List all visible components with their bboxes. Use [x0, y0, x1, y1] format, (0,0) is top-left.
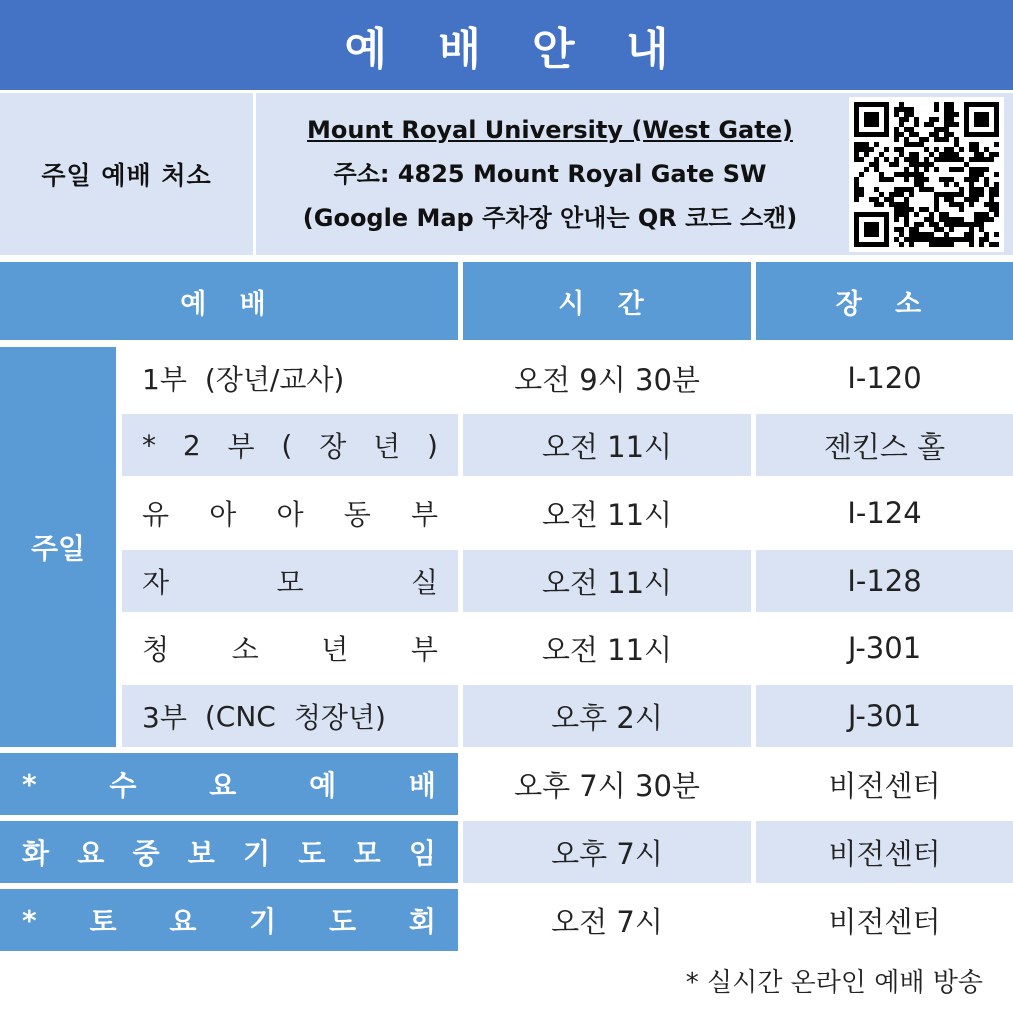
row-label-token: 장 [319, 430, 347, 463]
sunday-row-name [122, 347, 458, 409]
row-label-token: 회 [408, 905, 436, 938]
weekday-row-name [0, 889, 458, 951]
row-label-token: 토 [89, 905, 117, 938]
row-label-token: 요 [77, 837, 105, 870]
row-label-token: 기 [249, 905, 277, 938]
weekday-row-time: 오전 7시 [551, 904, 663, 939]
row-label-token: 청 [142, 633, 170, 666]
sunday-row-time: 오후 2시 [463, 685, 751, 747]
sunday-row-name [122, 617, 458, 679]
row-label-token: (장년/교사) [204, 363, 345, 396]
sunday-row-time: 오전 11시 [463, 414, 751, 476]
row-label-token: 도 [298, 837, 326, 870]
title-bar [0, 0, 1013, 90]
row-label-token: 아 [276, 498, 304, 531]
sunday-row-name [122, 685, 458, 747]
row-label-token: 배 [408, 769, 436, 802]
row-label-token: * [22, 903, 37, 937]
row-label-token: 청장년) [293, 701, 386, 734]
sunday-row-place: J-301 [756, 685, 1013, 747]
row-label-token: 1부 [142, 363, 187, 396]
sunday-row-time: 오전 11시 [541, 497, 673, 532]
row-label-token: ) [427, 428, 438, 462]
row-label-token: 수 [109, 769, 137, 802]
row-label-token: 부 [410, 633, 438, 666]
row-label-token: * [22, 767, 37, 801]
row-label-token: 도 [329, 905, 357, 938]
address-line-university: Mount Royal University (West Gate) [307, 116, 793, 144]
sunday-row-name [122, 414, 458, 476]
sunday-row-time: 오전 9시 30분 [514, 362, 700, 397]
header-time-label: 시 간 [558, 288, 656, 320]
qr-code-graphic [849, 97, 1004, 252]
row-label-token: 년 [373, 430, 401, 463]
sunday-row-place: I-120 [847, 361, 922, 395]
header-worship [0, 262, 458, 340]
row-label-token: 부 [410, 498, 438, 531]
row-label-token: 아 [209, 498, 237, 531]
qr-code-icon[interactable] [849, 97, 1004, 252]
sunday-row-place: I-128 [756, 550, 1013, 612]
address-line-street: 주소: 4825 Mount Royal Gate SW [333, 160, 767, 188]
page-title: 예 배 안 내 [344, 24, 687, 75]
row-label-token: 실 [410, 566, 438, 599]
weekday-row-name [0, 821, 458, 883]
row-label-token: 부 [227, 430, 255, 463]
header-worship-label: 예 배 [180, 288, 278, 320]
row-label-token: 년 [321, 633, 349, 666]
header-place-label: 장 소 [835, 288, 934, 320]
header-place [756, 262, 1013, 340]
sunday-row-place: I-124 [847, 496, 922, 530]
weekday-row-place: 비전센터 [828, 768, 941, 803]
sunday-row-name [122, 550, 458, 612]
row-label-token: 소 [231, 633, 259, 666]
row-label-token: 중 [132, 837, 160, 870]
info-address-cell [256, 93, 844, 255]
row-label-token: 요 [169, 905, 197, 938]
sunday-group-cell [0, 347, 116, 747]
row-label-token: 동 [343, 498, 371, 531]
sunday-row-name [122, 482, 458, 544]
weekday-row-place: 비전센터 [756, 821, 1013, 883]
weekday-row-time: 오후 7시 [463, 821, 751, 883]
info-label-cell [0, 93, 253, 255]
address-line-qr-note: (Google Map 주차장 안내는 QR 코드 스캔) [302, 204, 798, 232]
row-label-token: 유 [142, 498, 170, 531]
row-label-token: 기 [243, 837, 271, 870]
weekday-row-time: 오후 7시 30분 [514, 768, 700, 803]
row-label-token: 모 [276, 566, 304, 599]
sunday-group-label: 주일 [30, 532, 86, 565]
sunday-row-place: 젠킨스 홀 [756, 414, 1013, 476]
row-label-token: ( [281, 428, 293, 462]
weekday-row-name [0, 753, 458, 815]
row-label-token: 요 [209, 769, 237, 802]
info-label: 주일 예배 처소 [41, 161, 212, 190]
weekday-row-place: 비전센터 [828, 904, 941, 939]
row-label-token: * [142, 428, 156, 462]
row-label-token: 모 [353, 837, 381, 870]
footnote-online-broadcast: * 실시간 온라인 예배 방송 [685, 968, 983, 998]
row-label-token: 보 [187, 837, 215, 870]
row-label-token: 임 [408, 837, 436, 870]
row-label-token: 예 [309, 769, 337, 802]
header-time [463, 262, 751, 340]
sunday-row-place: J-301 [847, 631, 922, 665]
row-label-token: (CNC [204, 699, 276, 733]
row-label-token: 자 [142, 566, 170, 599]
sunday-row-time: 오전 11시 [463, 550, 751, 612]
row-label-token: 3부 [142, 701, 187, 734]
row-label-token: 2 [182, 428, 201, 462]
sunday-row-time: 오전 11시 [541, 632, 673, 667]
row-label-token: 화 [22, 837, 50, 870]
